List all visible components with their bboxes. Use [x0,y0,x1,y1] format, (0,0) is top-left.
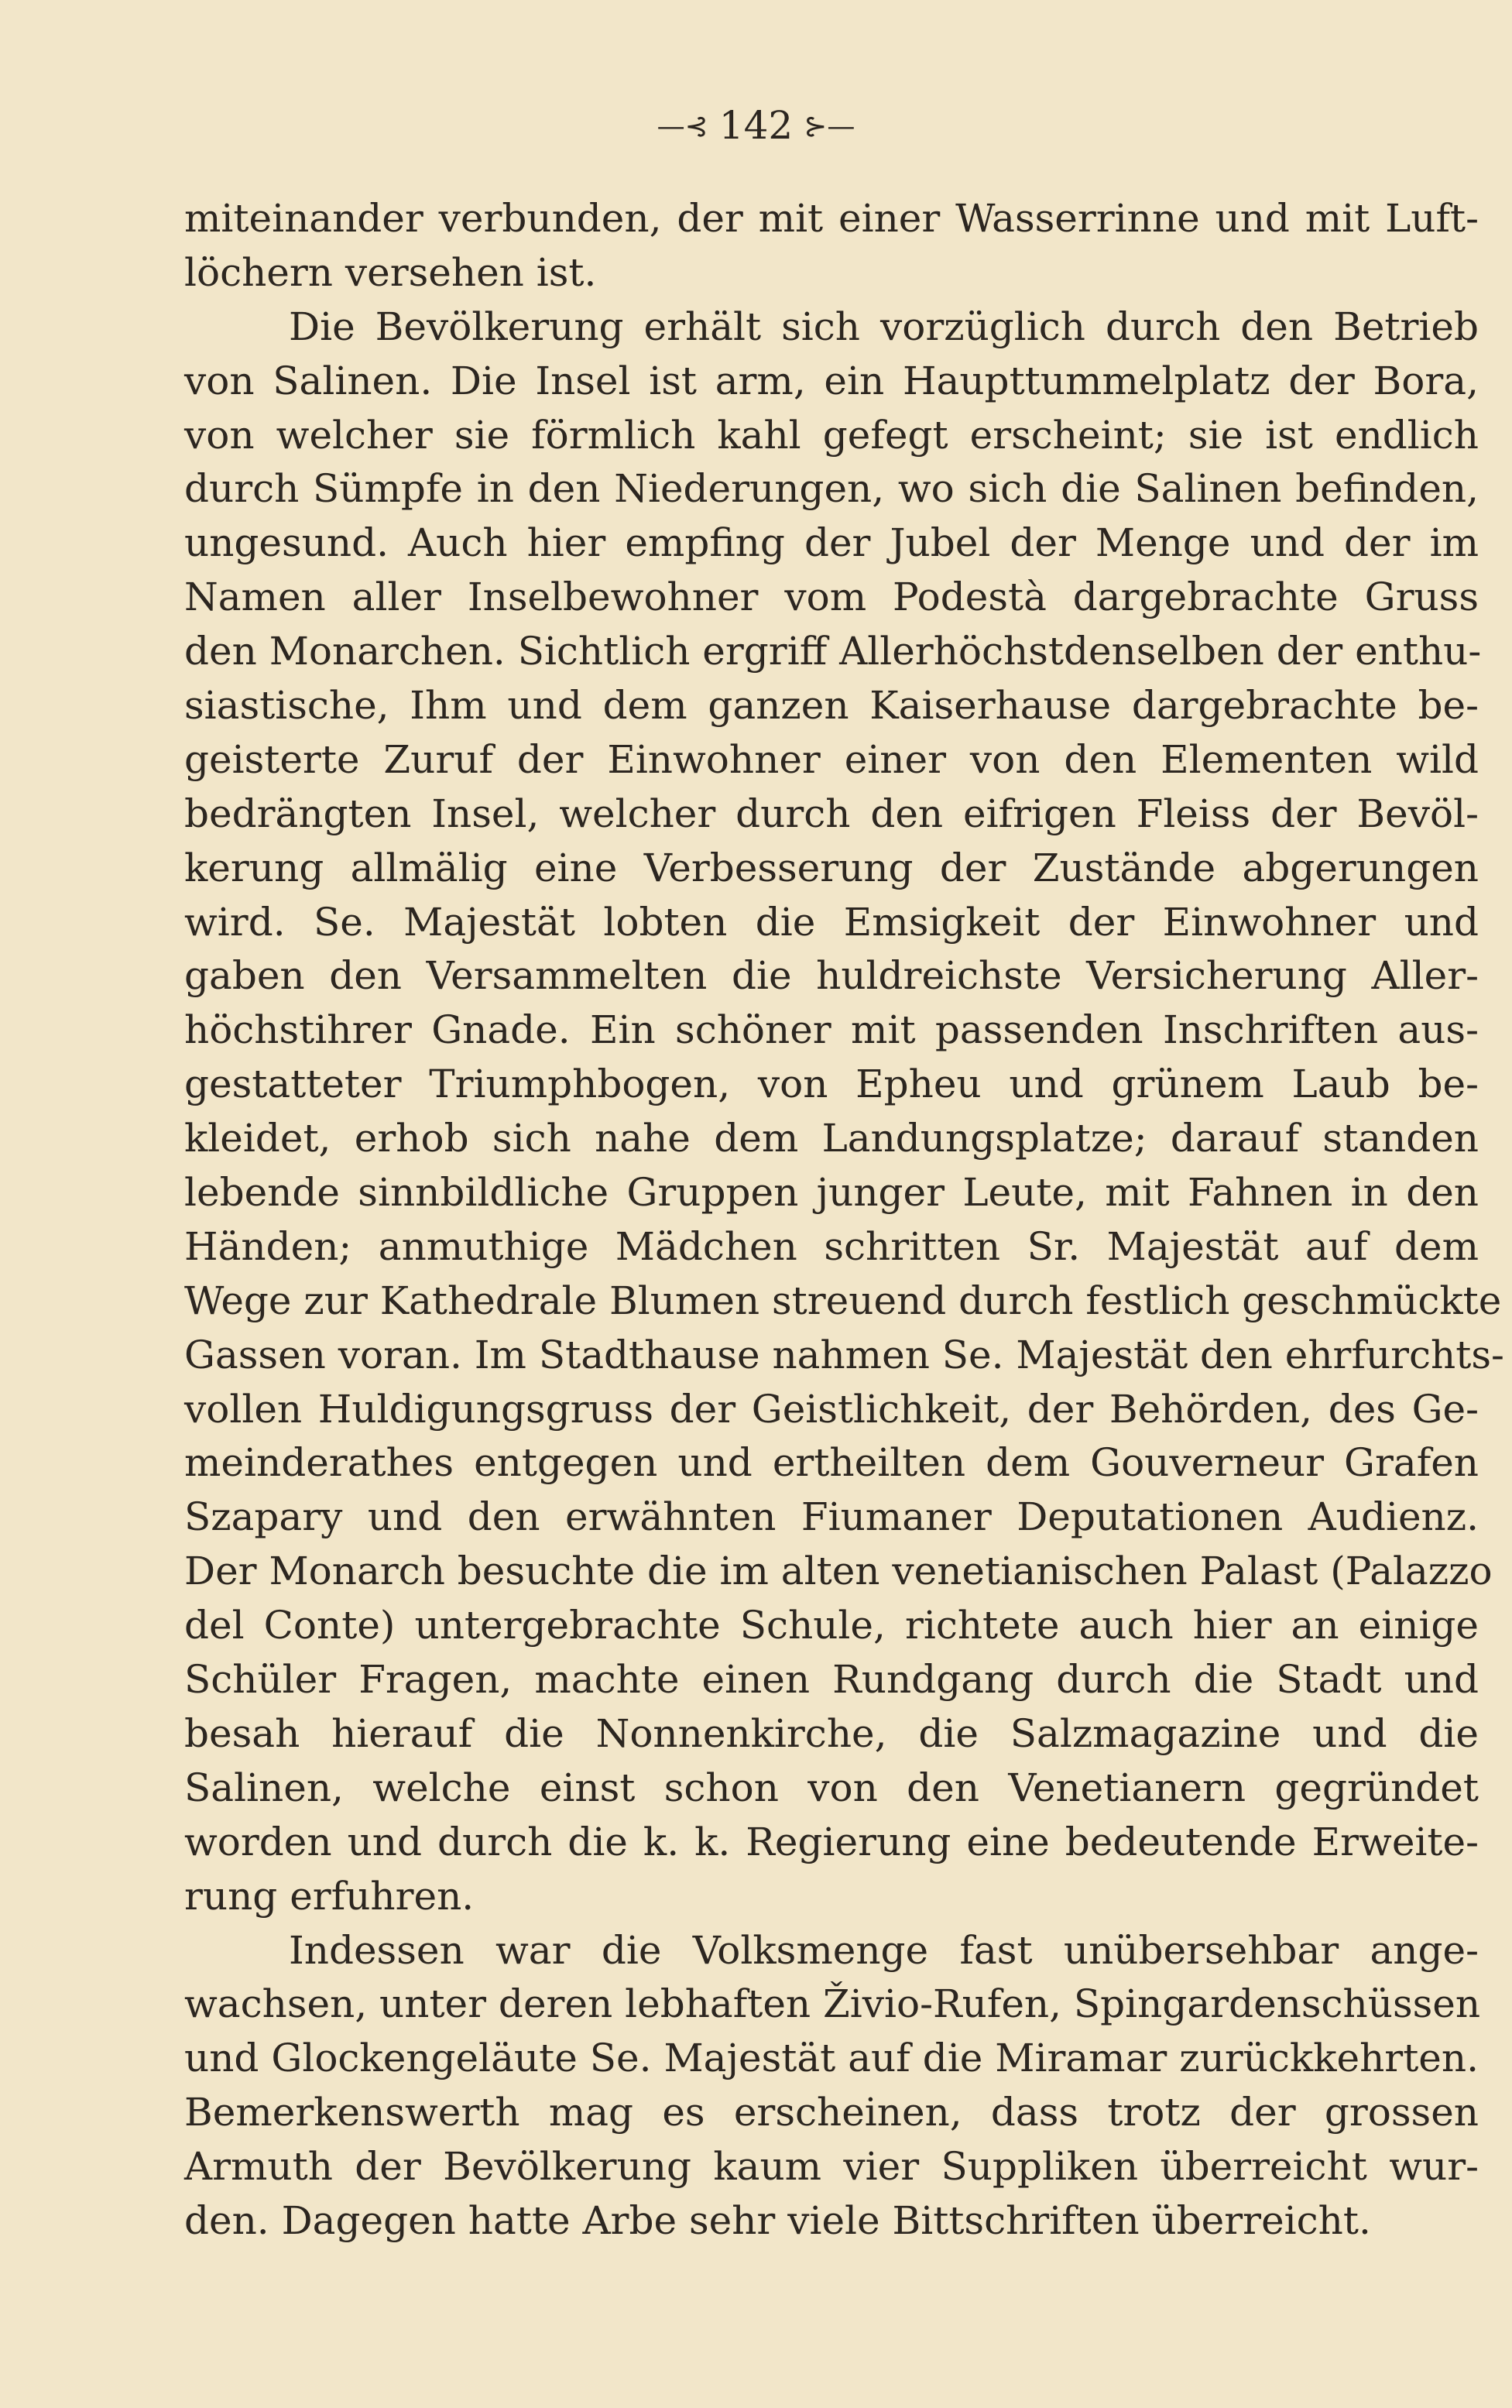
text-line: Bemerkenswerth mag es erscheinen, dass trotz der grossen [184,2090,1479,2135]
text-line: ungesund. Auch hier empfing der Jubel der Menge und der im [184,520,1479,566]
text-line: Gassen voran. Im Stadthause nahmen Se. Majestät den ehrfurchts- [184,1332,1504,1377]
text-line: wird. Se. Majestät lobten die Emsigkeit der Einwohner und [184,899,1479,945]
text-line: Händen; anmuthige Mädchen schritten Sr. Majestät auf dem [184,1223,1479,1269]
text-line: vollen Huldigungsgruss der Geistlichkeit, der Behörden, des Ge- [184,1386,1479,1432]
text-line: Szapary und den erwähnten Fiumaner Deputationen Audienz. [184,1494,1479,1540]
text-line: Wege zur Kathedrale Blumen streuend durch festlich geschmückte [184,1278,1502,1323]
text-line: kerung allmälig eine Verbesserung der Zustände abgerungen [184,845,1479,890]
text-line: miteinander verbunden, der mit einer Wasserrinne und mit Luft- [184,196,1479,241]
text-line: wachsen, unter deren lebhaften Živio-Rufen, Spingardenschüssen [184,1981,1481,2027]
page-number: 142 [718,103,794,148]
text-line: den. Dagegen hatte Arbe sehr viele Bittschriften überreicht. [184,2197,1371,2243]
text-line: kleidet, erhob sich nahe dem Landungsplatze; darauf standen [184,1116,1479,1161]
text-line: lebende sinnbildliche Gruppen junger Leute, mit Fahnen in den [184,1170,1479,1216]
text-line: Indessen war die Volksmenge fast unübersehbar ange- [289,1927,1479,1973]
text-line: von welcher sie förmlich kahl gefegt erscheint; sie ist endlich [184,412,1479,458]
text-line: höchstihrer Gnade. Ein schöner mit passenden Inschriften aus- [184,1007,1479,1053]
page-header [0,94,1512,161]
text-line: rung erfuhren. [184,1873,475,1919]
text-line: geisterte Zuruf der Einwohner einer von den Elementen wild [184,736,1479,782]
text-line: Armuth der Bevölkerung kaum vier Suppliken überreicht wur- [184,2144,1479,2190]
text-line: meinderathes entgegen und ertheilten dem Gouverneur Grafen [184,1440,1479,1486]
text-line: bedrängten Insel, welcher durch den eifrigen Fleiss der Bevöl- [184,791,1479,836]
text-line: durch Sümpfe in den Niederungen, wo sich die Salinen befinden, [184,466,1479,512]
text-line: Der Monarch besuchte die im alten venetianischen Palast (Palazzo [184,1549,1493,1594]
text-line: worden und durch die k. k. Regierung eine bedeutende Erweite- [184,1819,1479,1864]
text-line: und Glockengeläute Se. Majestät auf die Miramar zurückkehrten. [184,2036,1479,2081]
text-line: besah hierauf die Nonnenkirche, die Salzmagazine und die [184,1710,1479,1756]
text-line: Die Bevölkerung erhält sich vorzüglich durch den Betrieb [289,304,1479,349]
ornament-right: ⊱— [804,111,855,142]
body-text [184,192,1504,2248]
ornament-left: —⊰ [657,111,708,142]
text-line: Namen aller Inselbewohner vom Podestà dargebrachte Gruss [184,575,1479,620]
text-line: del Conte) untergebrachte Schule, richtete auch hier an einige [184,1603,1479,1648]
text-line: siastische, Ihm und dem ganzen Kaiserhause dargebrachte be- [184,683,1479,729]
text-line: von Salinen. Die Insel ist arm, ein Haupttummelplatz der Bora, [184,358,1479,403]
text-line: Schüler Fragen, machte einen Rundgang durch die Stadt und [184,1657,1479,1703]
text-line: gestatteter Triumphbogen, von Epheu und grünem Laub be- [184,1062,1479,1107]
text-line: den Monarchen. Sichtlich ergriff Allerhöchstdenselben der enthu- [184,629,1482,674]
text-line: Salinen, welche einst schon von den Venetianern gegründet [184,1765,1479,1810]
text-line: gaben den Versammelten die huldreichste Versicherung Aller- [184,953,1479,999]
text-line: löchern versehen ist. [184,249,597,295]
